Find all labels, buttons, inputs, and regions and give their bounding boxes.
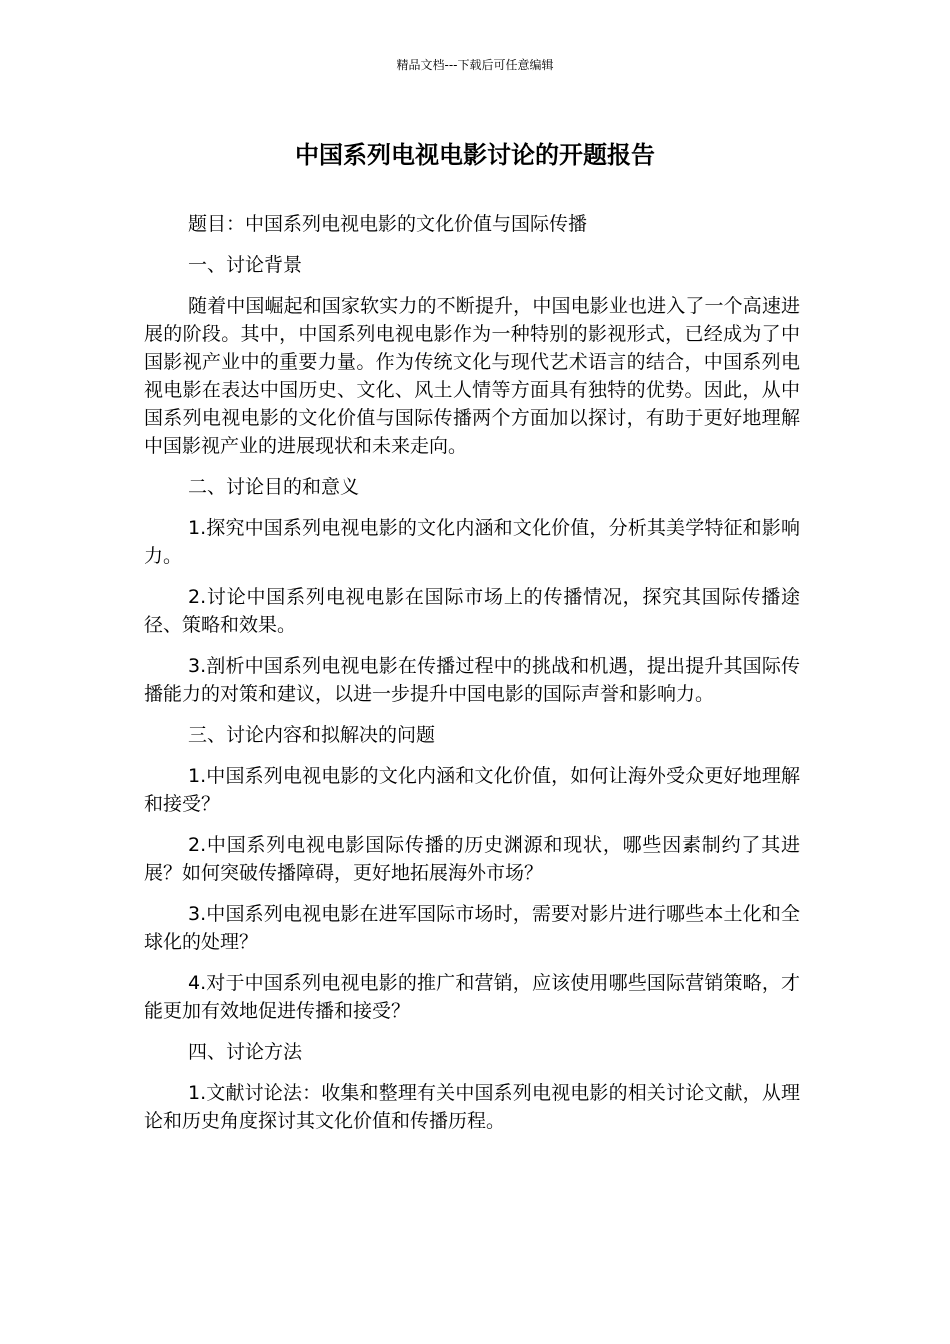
topic-line: 题目：中国系列电视电影的文化价值与国际传播	[188, 213, 588, 235]
section-heading-methods: 四、讨论方法	[188, 1041, 303, 1063]
section-heading-purpose: 二、讨论目的和意义	[188, 476, 360, 498]
background-paragraph: 随着中国崛起和国家软实力的不断提升，中国电影业也进入了一个高速进展的阶段。其中，中国系列电视电影作为一种特别的影视形式，已经成为了中国影视产业中的重要力量。作为传统文化与现代艺术语言的结合，中国系列电视电影在表达中国历史、文化、风土人情等方面具有独特的优势。因此，从中国系列电视电影的文化价值与国际传播两个方面加以探讨，有助于更好地理解中国影视产业的进展现状和未来走向。	[144, 295, 800, 457]
content-item-2: 2.中国系列电视电影国际传播的历史渊源和现状，哪些因素制约了其进展？如何突破传播障碍，更好地拓展海外市场？	[144, 834, 800, 884]
section-heading-background: 一、讨论背景	[188, 254, 303, 276]
purpose-item-1: 1.探究中国系列电视电影的文化内涵和文化价值，分析其美学特征和影响力。	[144, 517, 800, 567]
document-title: 中国系列电视电影讨论的开题报告	[295, 141, 655, 169]
content-item-3: 3.中国系列电视电影在进军国际市场时，需要对影片进行哪些本土化和全球化的处理？	[144, 903, 800, 953]
purpose-item-2: 2.讨论中国系列电视电影在国际市场上的传播情况，探究其国际传播途径、策略和效果。	[144, 586, 800, 636]
methods-item-1: 1.文献讨论法：收集和整理有关中国系列电视电影的相关讨论文献，从理论和历史角度探讨其文化价值和传播历程。	[144, 1082, 800, 1132]
purpose-item-3: 3.剖析中国系列电视电影在传播过程中的挑战和机遇，提出提升其国际传播能力的对策和建议，以进一步提升中国电影的国际声誉和影响力。	[144, 655, 800, 705]
section-heading-content: 三、讨论内容和拟解决的问题	[188, 724, 436, 746]
page-header-note: 精品文档---下载后可任意编辑	[396, 58, 554, 72]
content-item-1: 1.中国系列电视电影的文化内涵和文化价值，如何让海外受众更好地理解和接受？	[144, 765, 800, 815]
document-body	[144, 210, 800, 1148]
content-item-4: 4.对于中国系列电视电影的推广和营销，应该使用哪些国际营销策略，才能更加有效地促进传播和接受？	[144, 972, 800, 1022]
